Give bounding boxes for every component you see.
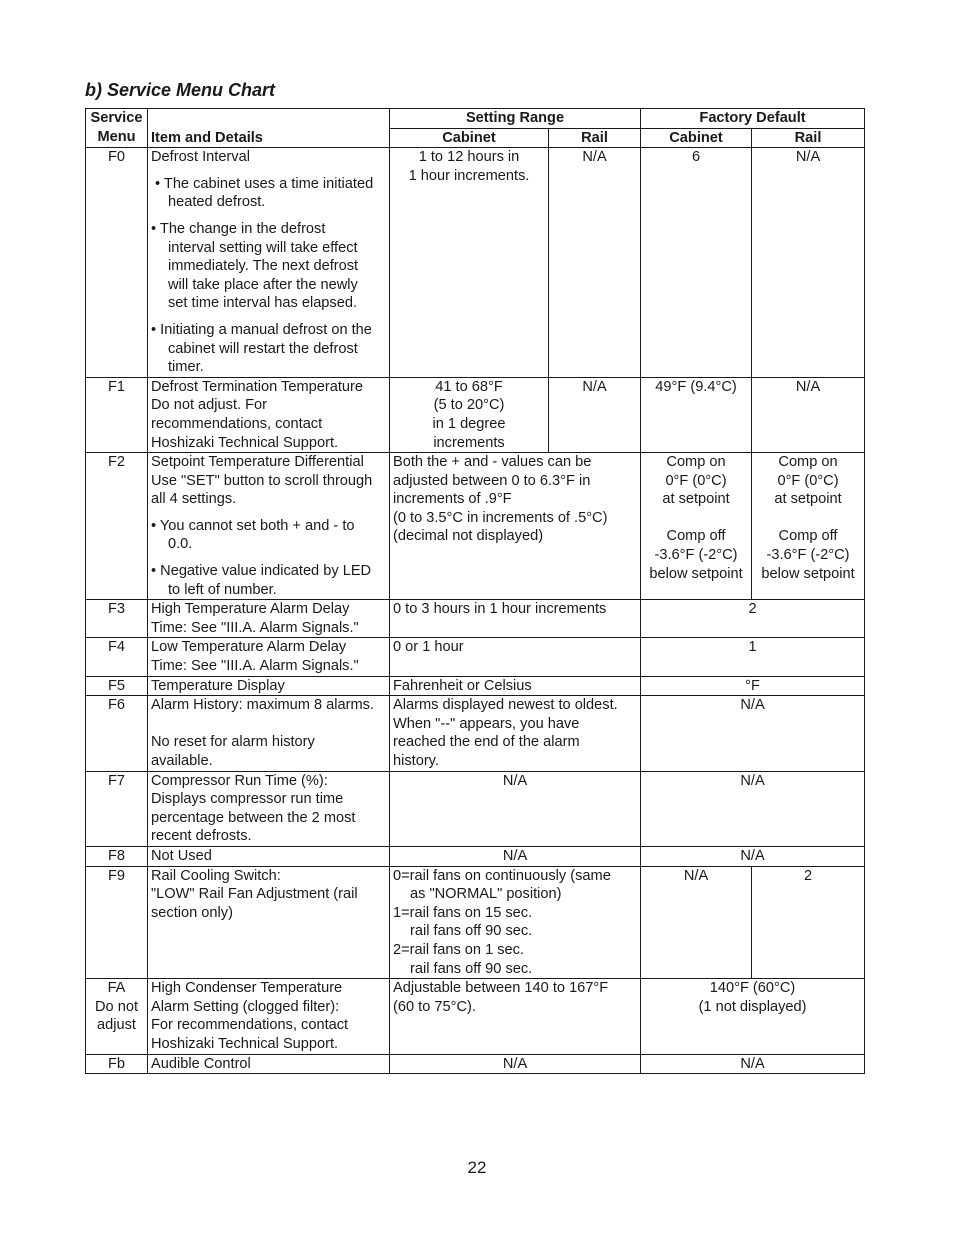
default-rail-cell: N/A bbox=[752, 377, 865, 452]
detail-line: section only) bbox=[151, 904, 233, 921]
range-cell bbox=[390, 453, 641, 600]
setting-range-header: Setting Range bbox=[390, 109, 641, 129]
table-row-f4 bbox=[86, 638, 865, 676]
detail-line: recent defrosts. bbox=[151, 828, 252, 845]
default-line: 0°F (0°C) bbox=[665, 472, 727, 489]
range-cabinet-cell bbox=[390, 148, 549, 378]
detail-bullet bbox=[151, 562, 386, 599]
details-cell bbox=[148, 771, 390, 846]
detail-line: interval setting will take effect bbox=[168, 239, 358, 256]
range-line: (decimal not displayed) bbox=[393, 528, 544, 545]
range-line: 1 hour increments. bbox=[408, 167, 530, 184]
detail-line: Do not adjust. For bbox=[151, 397, 267, 414]
details-cell bbox=[148, 453, 390, 600]
table-row-f6 bbox=[86, 696, 865, 771]
detail-line: • You cannot set both + and - to bbox=[151, 517, 355, 534]
default-cabinet-cell: N/A bbox=[641, 866, 752, 979]
details-cell bbox=[148, 377, 390, 452]
default-cell: 2 bbox=[641, 600, 865, 638]
detail-line: For recommendations, contact bbox=[151, 1017, 349, 1034]
detail-line: Alarm Setting (clogged filter): bbox=[151, 998, 340, 1015]
range-cell: 0 to 3 hours in 1 hour increments bbox=[390, 600, 641, 638]
table-row-f9 bbox=[86, 866, 865, 979]
range-rail-cell: N/A bbox=[549, 377, 641, 452]
detail-line: High Condenser Temperature bbox=[151, 980, 343, 997]
code-cell: Fb bbox=[86, 1054, 148, 1074]
default-cabinet-cell: 49°F (9.4°C) bbox=[641, 377, 752, 452]
factory-default-header: Factory Default bbox=[641, 109, 865, 129]
detail-line: all 4 settings. bbox=[151, 491, 237, 508]
range-line: Both the + and - values can be bbox=[393, 454, 592, 471]
range-cell: N/A bbox=[390, 771, 641, 846]
details-cell bbox=[148, 638, 390, 676]
code-cell: F2 bbox=[86, 453, 148, 600]
table-row-f1 bbox=[86, 377, 865, 452]
range-line: (60 to 75°C). bbox=[393, 998, 476, 1015]
range-cell bbox=[390, 979, 641, 1054]
default-line: Comp off bbox=[778, 528, 838, 545]
detail-line: • The change in the defrost bbox=[151, 220, 326, 237]
detail-line: Rail Cooling Switch: bbox=[151, 867, 281, 884]
default-cell: 1 bbox=[641, 638, 865, 676]
code-cell: F1 bbox=[86, 377, 148, 452]
table-row-fa bbox=[86, 979, 865, 1054]
default-cell bbox=[641, 979, 865, 1054]
service-menu-header bbox=[86, 109, 148, 148]
details-cell bbox=[148, 696, 390, 771]
range-line: rail fans off 90 sec. bbox=[410, 960, 533, 977]
range-cabinet-cell bbox=[390, 377, 549, 452]
table-row-f7 bbox=[86, 771, 865, 846]
code-line: FA bbox=[107, 980, 126, 997]
service-menu-header-line-1: Service bbox=[90, 110, 143, 126]
range-line: increments bbox=[433, 434, 505, 451]
table-row-f2 bbox=[86, 453, 865, 600]
service-menu-header-line-2: Menu bbox=[97, 128, 136, 145]
detail-line: Displays compressor run time bbox=[151, 791, 344, 808]
default-cabinet-header: Cabinet bbox=[641, 128, 752, 148]
detail-bullet bbox=[151, 220, 386, 313]
range-line: (5 to 20°C) bbox=[433, 397, 505, 414]
default-line: at setpoint bbox=[774, 491, 842, 508]
details-cell: Temperature Display bbox=[148, 676, 390, 696]
range-line: increments of .9°F bbox=[393, 491, 512, 508]
range-line: Alarms displayed newest to oldest. bbox=[393, 697, 618, 714]
code-cell: F3 bbox=[86, 600, 148, 638]
default-rail-header: Rail bbox=[752, 128, 865, 148]
detail-title: Defrost Interval bbox=[151, 149, 250, 166]
default-rail-cell bbox=[752, 453, 865, 600]
detail-line: "LOW" Rail Fan Adjustment (rail bbox=[151, 886, 358, 903]
header-row-1 bbox=[86, 109, 865, 129]
detail-line: • The cabinet uses a time initiated bbox=[155, 175, 374, 192]
detail-bullet bbox=[151, 175, 386, 212]
default-line: 0°F (0°C) bbox=[777, 472, 839, 489]
range-cell: Fahrenheit or Celsius bbox=[390, 676, 641, 696]
code-cell: F8 bbox=[86, 846, 148, 866]
details-cell bbox=[148, 148, 390, 378]
table-row-fb bbox=[86, 1054, 865, 1074]
default-line: Comp on bbox=[778, 454, 838, 471]
range-line: 1 to 12 hours in bbox=[418, 149, 520, 166]
range-line: (0 to 3.5°C in increments of .5°C) bbox=[393, 509, 608, 526]
detail-line: • Negative value indicated by LED bbox=[151, 563, 372, 580]
default-cabinet-cell: 6 bbox=[641, 148, 752, 378]
default-cell: N/A bbox=[641, 771, 865, 846]
code-cell: F0 bbox=[86, 148, 148, 378]
range-cell: N/A bbox=[390, 1054, 641, 1074]
code-cell: F7 bbox=[86, 771, 148, 846]
table-row-f3 bbox=[86, 600, 865, 638]
detail-line: set time interval has elapsed. bbox=[168, 295, 358, 312]
range-line: as "NORMAL" position) bbox=[410, 886, 562, 903]
detail-line: will take place after the newly bbox=[168, 276, 358, 293]
detail-line: Hoshizaki Technical Support. bbox=[151, 1035, 339, 1052]
item-details-header: Item and Details bbox=[148, 109, 390, 148]
detail-line: Time: See "III.A. Alarm Signals." bbox=[151, 619, 359, 636]
detail-line: Use "SET" button to scroll through bbox=[151, 472, 373, 489]
detail-line: timer. bbox=[168, 359, 204, 376]
detail-line: immediately. The next defrost bbox=[168, 258, 359, 275]
range-cabinet-header: Cabinet bbox=[390, 128, 549, 148]
range-line: 0=rail fans on continuously (same bbox=[393, 867, 611, 884]
range-line: history. bbox=[393, 753, 439, 769]
range-line: 2=rail fans on 1 sec. bbox=[393, 941, 525, 958]
default-line: (1 not displayed) bbox=[698, 998, 807, 1015]
default-cell: N/A bbox=[641, 696, 865, 771]
code-line: Do not bbox=[95, 998, 138, 1015]
range-cell bbox=[390, 866, 641, 979]
detail-line: available. bbox=[151, 753, 213, 769]
service-menu-table bbox=[85, 108, 865, 1074]
detail-line: recommendations, contact bbox=[151, 415, 323, 432]
range-line: When "--" appears, you have bbox=[393, 715, 580, 732]
detail-bullet bbox=[151, 517, 386, 554]
table-row-f8 bbox=[86, 846, 865, 866]
range-rail-cell: N/A bbox=[549, 148, 641, 378]
range-cell: N/A bbox=[390, 846, 641, 866]
details-cell bbox=[148, 866, 390, 979]
table-row-f0 bbox=[86, 148, 865, 378]
details-cell bbox=[148, 600, 390, 638]
detail-line: cabinet will restart the defrost bbox=[168, 340, 358, 357]
default-rail-cell: 2 bbox=[752, 866, 865, 979]
range-line: adjusted between 0 to 6.3°F in bbox=[393, 472, 591, 489]
code-cell: F6 bbox=[86, 696, 148, 771]
section-heading: b) Service Menu Chart bbox=[85, 80, 276, 100]
code-cell: F9 bbox=[86, 866, 148, 979]
default-line: at setpoint bbox=[662, 491, 730, 508]
details-cell: Audible Control bbox=[148, 1054, 390, 1074]
range-line: rail fans off 90 sec. bbox=[410, 923, 533, 940]
default-line: below setpoint bbox=[649, 565, 743, 582]
detail-line: High Temperature Alarm Delay bbox=[151, 601, 350, 618]
range-line: in 1 degree bbox=[432, 415, 506, 432]
range-line: reached the end of the alarm bbox=[393, 734, 580, 751]
details-cell bbox=[148, 979, 390, 1054]
range-rail-header: Rail bbox=[549, 128, 641, 148]
detail-bullet bbox=[151, 321, 386, 377]
default-cell: N/A bbox=[641, 1054, 865, 1074]
range-cell: 0 or 1 hour bbox=[390, 638, 641, 676]
default-cell: N/A bbox=[641, 846, 865, 866]
range-line: 1=rail fans on 15 sec. bbox=[393, 904, 533, 921]
detail-line: Time: See "III.A. Alarm Signals." bbox=[151, 658, 359, 675]
range-cell bbox=[390, 696, 641, 771]
detail-line: Low Temperature Alarm Delay bbox=[151, 639, 347, 656]
detail-line: Compressor Run Time (%): bbox=[151, 772, 328, 789]
code-cell bbox=[86, 979, 148, 1054]
detail-line: No reset for alarm history bbox=[151, 734, 315, 751]
detail-line: percentage between the 2 most bbox=[151, 809, 356, 826]
detail-line: Hoshizaki Technical Support. bbox=[151, 434, 339, 451]
detail-line: Setpoint Temperature Differential bbox=[151, 454, 364, 471]
code-cell: F5 bbox=[86, 676, 148, 696]
detail-line: • Initiating a manual defrost on the bbox=[151, 321, 372, 338]
default-line: -3.6°F (-2°C) bbox=[654, 547, 738, 564]
detail-line: Alarm History: maximum 8 alarms. bbox=[151, 697, 374, 714]
detail-line: to left of number. bbox=[168, 581, 277, 598]
range-line: 41 to 68°F bbox=[435, 378, 503, 395]
default-line: Comp on bbox=[666, 454, 726, 471]
detail-line: Defrost Termination Temperature bbox=[151, 378, 363, 395]
range-line: Adjustable between 140 to 167°F bbox=[393, 980, 609, 997]
details-cell: Not Used bbox=[148, 846, 390, 866]
default-cabinet-cell bbox=[641, 453, 752, 600]
table-row-f5 bbox=[86, 676, 865, 696]
default-line: Comp off bbox=[666, 528, 726, 545]
default-line: -3.6°F (-2°C) bbox=[766, 547, 850, 564]
code-cell: F4 bbox=[86, 638, 148, 676]
default-line: below setpoint bbox=[761, 565, 855, 582]
default-line: 140°F (60°C) bbox=[709, 980, 796, 997]
code-line: adjust bbox=[97, 1017, 136, 1034]
page-number: 22 bbox=[467, 1158, 487, 1177]
default-rail-cell: N/A bbox=[752, 148, 865, 378]
detail-line: heated defrost. bbox=[168, 194, 266, 211]
default-cell: °F bbox=[641, 676, 865, 696]
detail-line: 0.0. bbox=[168, 536, 193, 553]
